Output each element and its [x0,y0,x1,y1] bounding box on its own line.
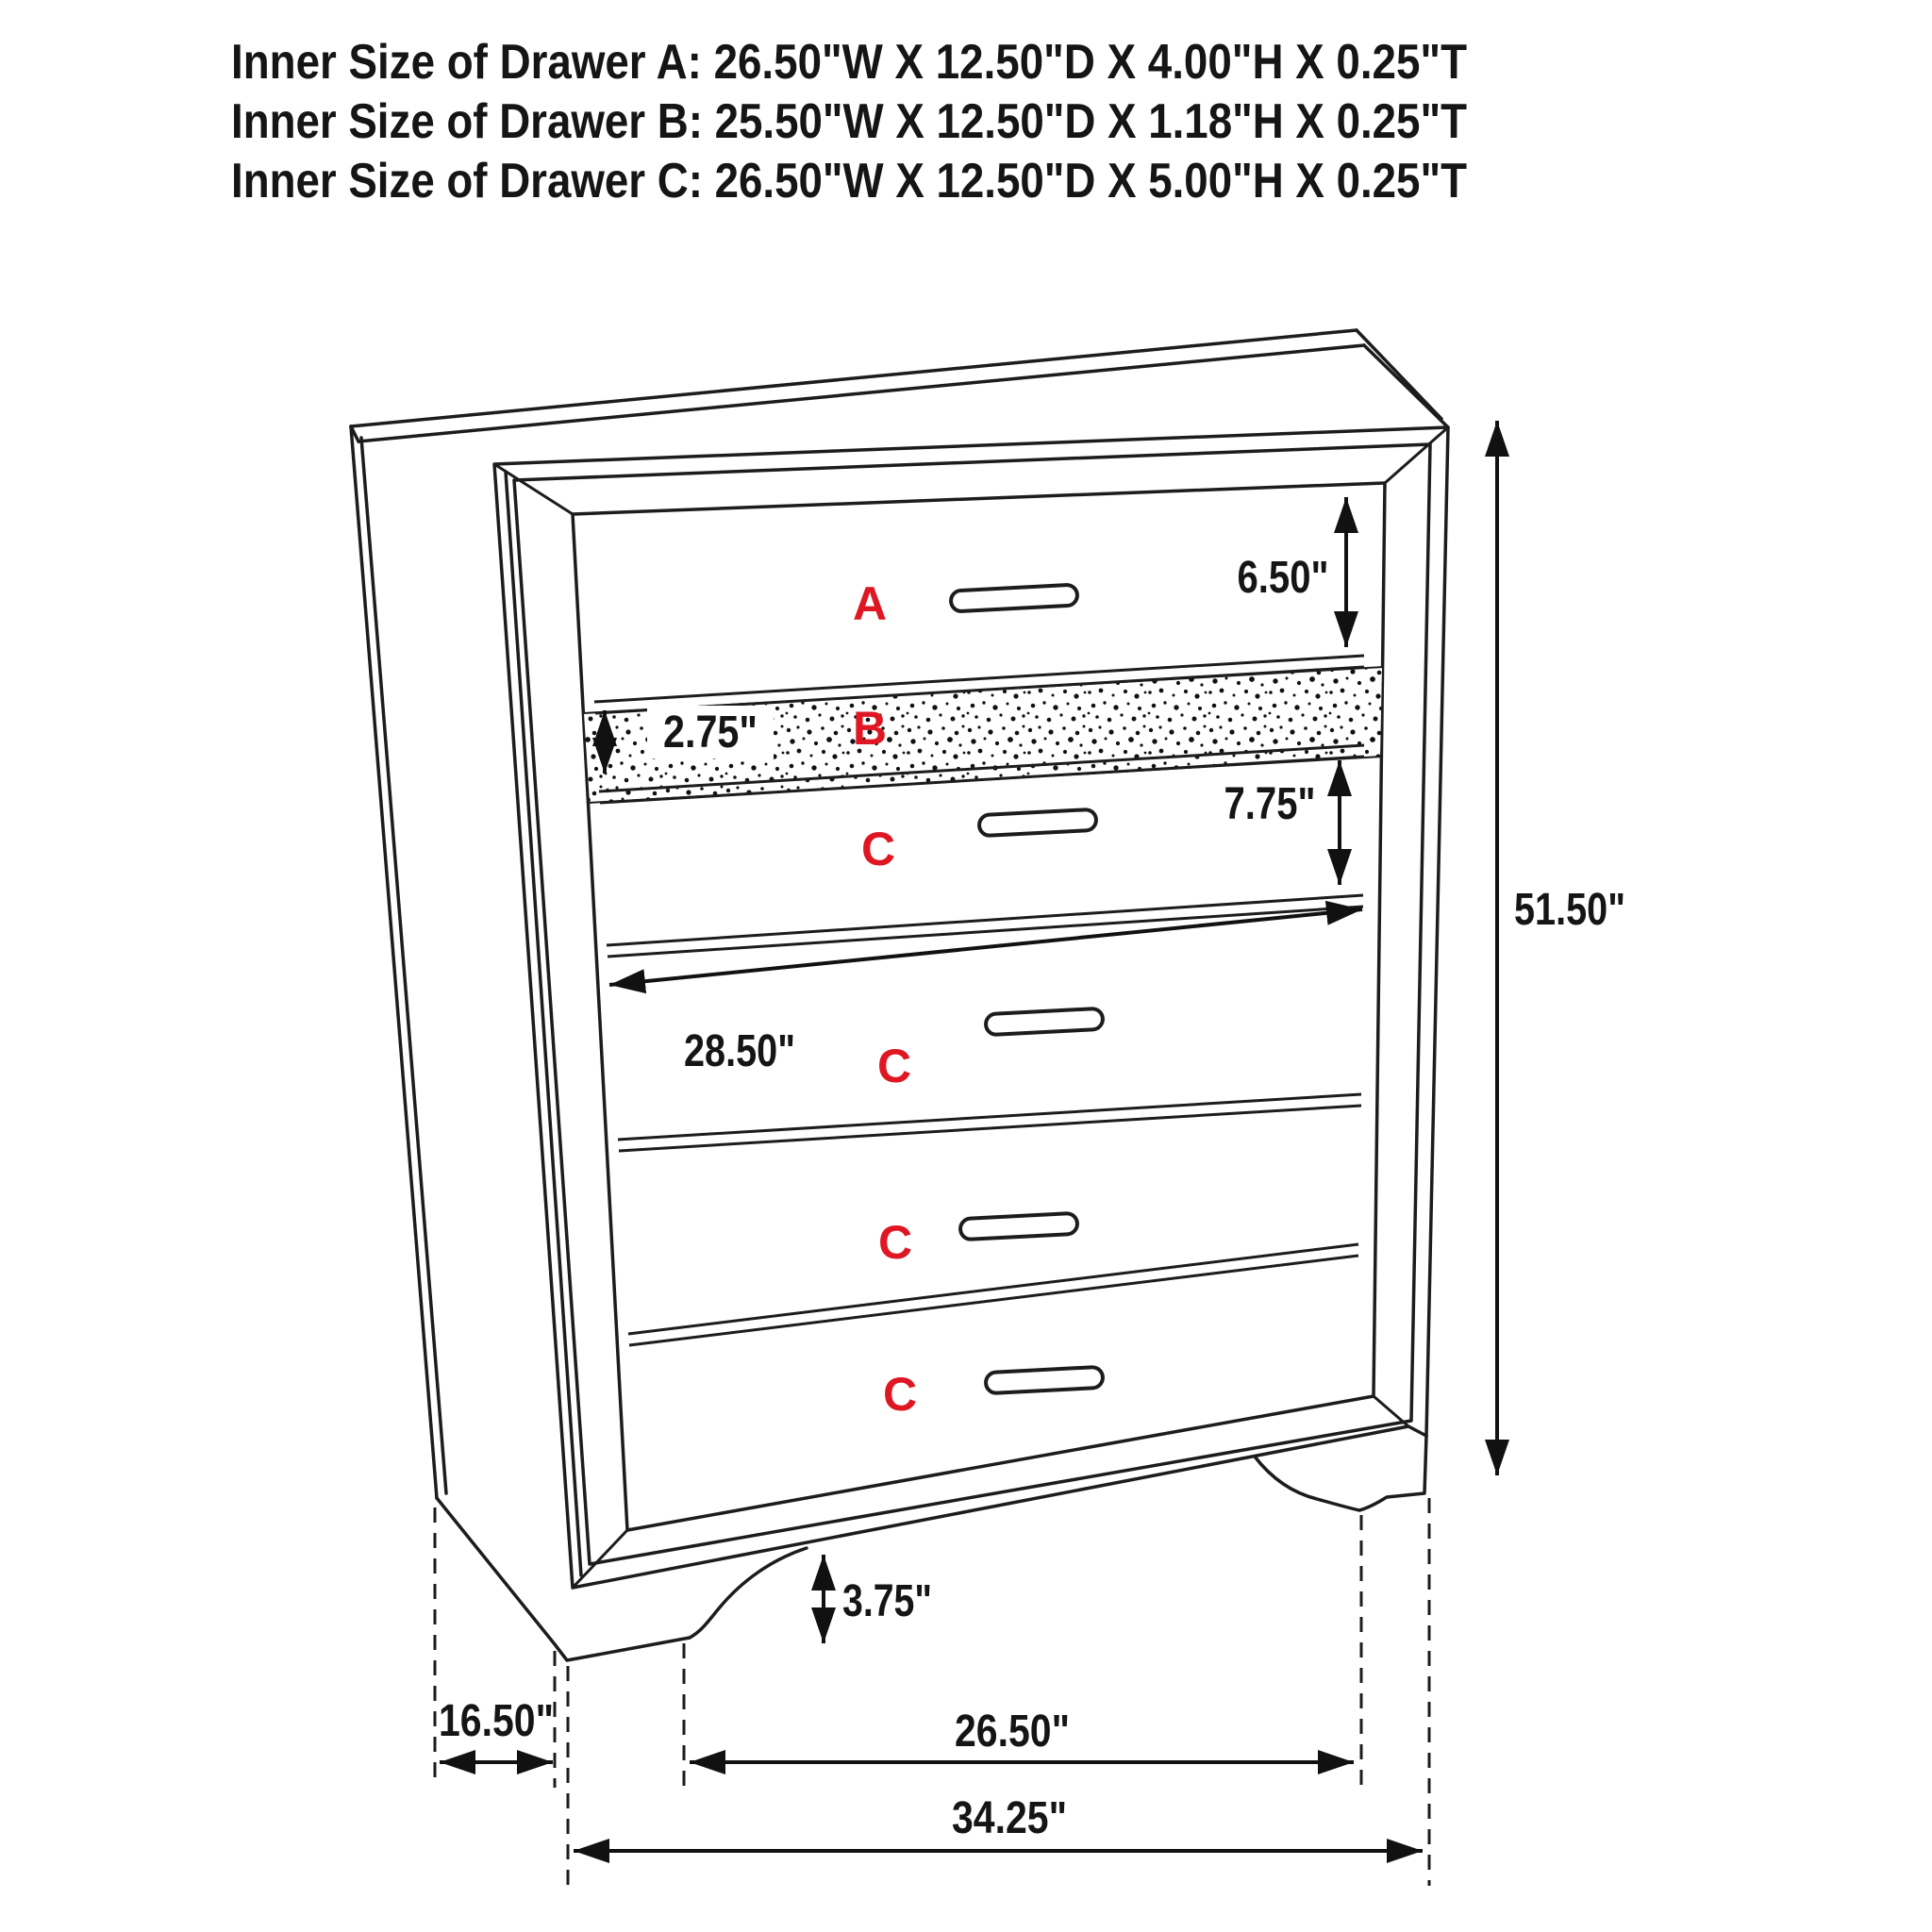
foot-height-label: 3.75" [842,1576,932,1626]
right-foot-curve [1255,1436,1426,1510]
side-panel-outer-edge [351,426,437,1498]
cabinet-outline [351,330,1448,1660]
frame-inner-opening [573,483,1385,1530]
spec-line-drawer-b: Inner Size of Drawer B: 25.50"W X 12.50"D X 1.18"H X 0.25"T [231,94,1468,149]
top-inner-edge [358,345,1364,441]
top-rear-edge [351,330,1357,426]
drawer-c1-letter: C [860,823,896,875]
side-panel-thickness-line [361,438,446,1493]
overall-width-label: 34.25" [952,1793,1067,1843]
side-panel-bottom-contour [437,1498,690,1660]
side-depth-label: 16.50" [439,1696,554,1746]
drawer-c4-letter: C [882,1368,918,1421]
drawer-c4-handle [986,1367,1104,1393]
spec-line-drawer-a: Inner Size of Drawer A: 26.50"W X 12.50"D X 4.00"H X 0.25"T [231,35,1468,90]
spec-line-drawer-c: Inner Size of Drawer C: 26.50"W X 12.50"D X 5.00"H X 0.25"T [231,154,1468,208]
dimension-arrows [440,421,1497,1851]
drawer-c2-handle [986,1008,1104,1035]
drawer-c3-handle [960,1213,1078,1240]
drawer-b-height-label: 2.75" [663,708,758,758]
overall-height-label: 51.50" [1514,885,1625,935]
feet-span-label: 26.50" [955,1707,1070,1757]
miter-bottom-right [1374,1396,1408,1426]
drawer-b-letter: B [852,702,888,755]
drawer-width-label: 28.50" [684,1026,795,1076]
drawer-a-letter: A [852,577,888,630]
frame-side-joint-line [506,472,581,1575]
miter-top-right [1385,427,1448,483]
drawer-a-height-label: 6.50" [1237,553,1329,603]
top-right-inner-edge [1364,345,1448,427]
drawer-a-handle [951,585,1078,612]
header-spec-text [231,35,1467,208]
top-right-edge [1357,330,1441,419]
drawer-c2-letter: C [876,1040,912,1092]
projection-lines [435,1498,1429,1886]
drawer-c3-letter: C [877,1216,913,1269]
drawer-c-height-label: 7.75" [1224,779,1316,829]
drawer-c1-handle [979,809,1097,836]
